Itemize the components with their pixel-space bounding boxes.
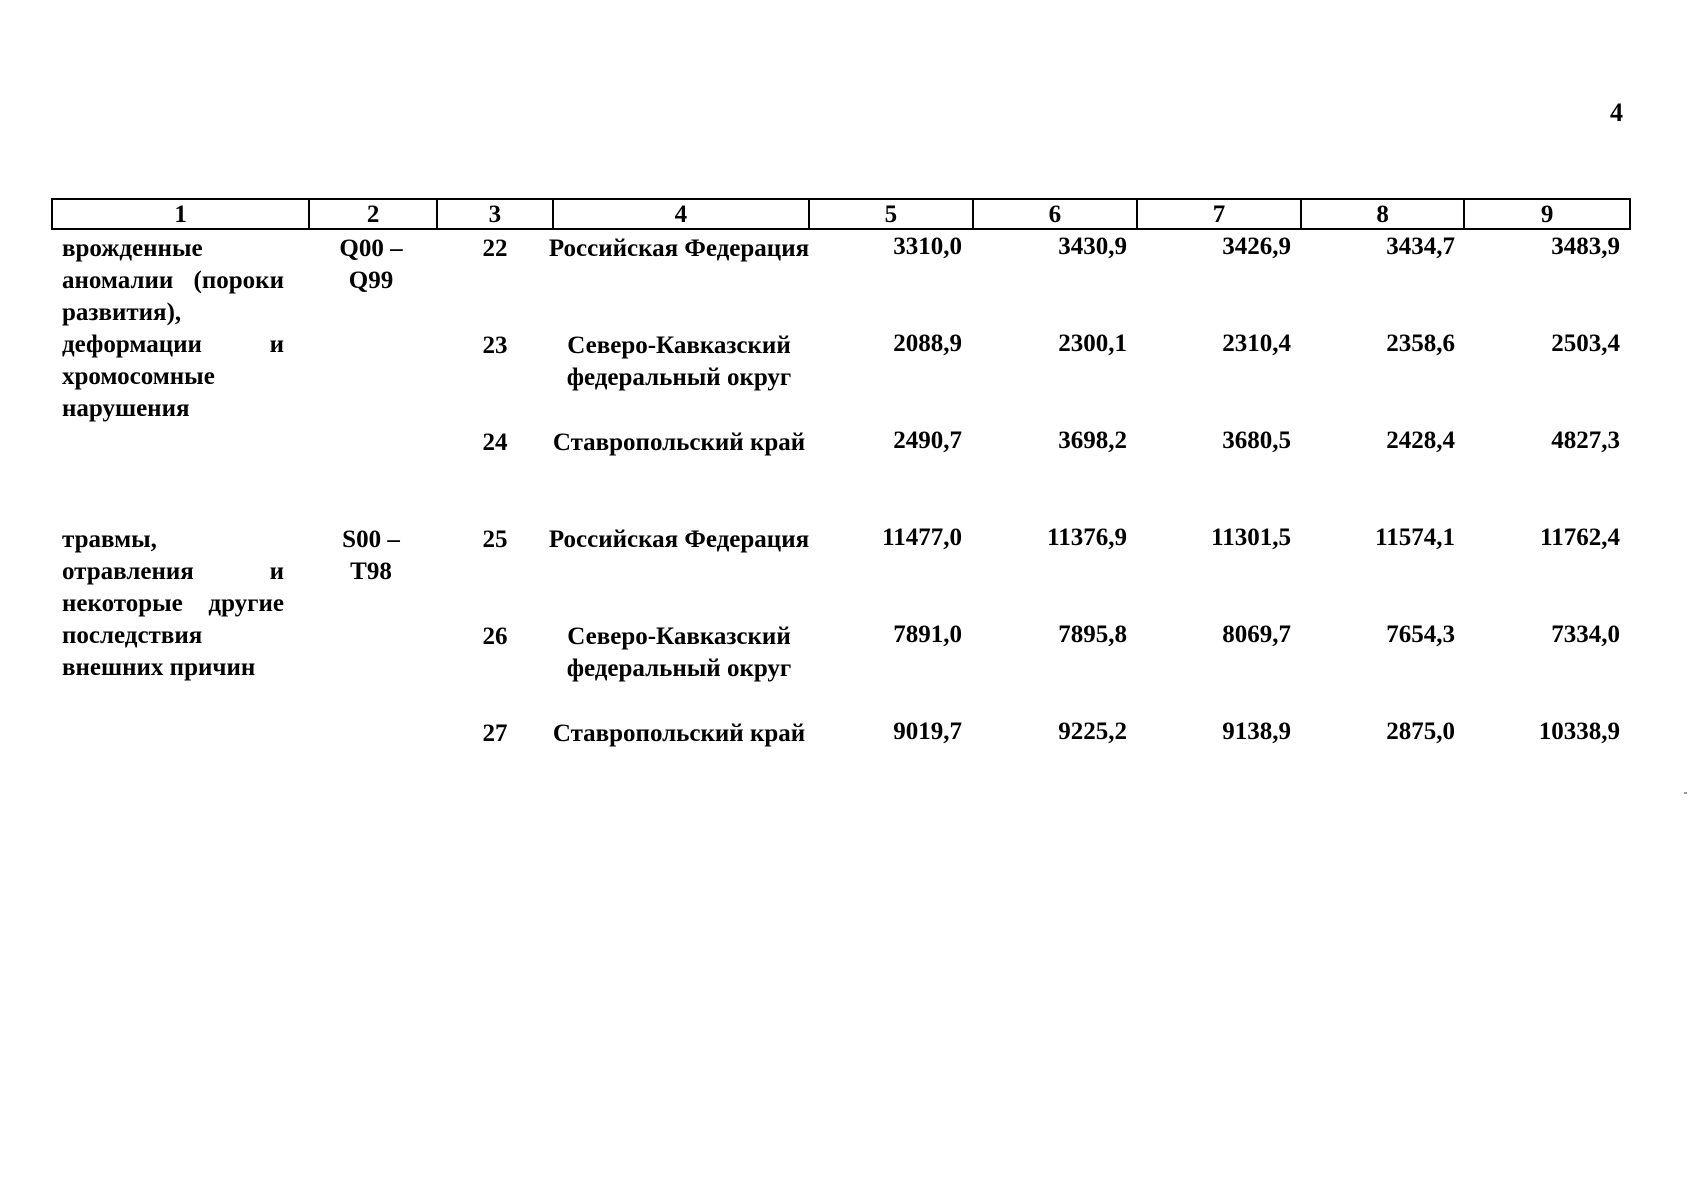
- row-number: 27: [482, 720, 508, 747]
- value-col8: 11574,1: [1375, 524, 1455, 551]
- value-col6: 3430,9: [1058, 233, 1127, 260]
- column-header-9: 9: [1540, 201, 1554, 228]
- column-header-6: 6: [974, 200, 1139, 228]
- disease-code-end: T98: [350, 558, 392, 585]
- value-col5: 11477,0: [882, 524, 962, 551]
- region-name: Российская Федерация: [548, 235, 810, 262]
- disease-code-start: S00 –: [342, 526, 400, 553]
- value-col8: 2428,4: [1386, 427, 1455, 454]
- value-col9: 10338,9: [1538, 718, 1620, 745]
- value-col7: 2310,4: [1222, 330, 1291, 357]
- value-col5: 9019,7: [893, 718, 962, 745]
- row-number: 23: [482, 332, 508, 359]
- value-col6: 3698,2: [1058, 427, 1127, 454]
- value-col6: 2300,1: [1058, 330, 1127, 357]
- column-header-3: 3: [438, 200, 554, 228]
- value-col5: 3310,0: [893, 233, 962, 260]
- region-name: Ставропольский край: [552, 720, 806, 747]
- value-col9: 11762,4: [1540, 524, 1620, 551]
- region-name: Российская Федерация: [548, 526, 810, 553]
- disease-name: травмы, отравления и некоторые другие последствия внешних причин: [62, 526, 284, 681]
- value-col7: 8069,7: [1222, 621, 1291, 648]
- row-number: 22: [482, 235, 508, 262]
- value-col5: 2088,9: [893, 330, 962, 357]
- value-col7: 9138,9: [1222, 718, 1291, 745]
- scan-speck: [1684, 792, 1687, 794]
- column-header-2: 2: [310, 200, 438, 228]
- disease-code-start: Q00 –: [339, 235, 403, 262]
- value-col6: 7895,8: [1058, 621, 1127, 648]
- region-name: Северо-Кавказский федеральный округ: [566, 623, 792, 682]
- table-header-row: [51, 198, 1631, 230]
- column-header-7: 7: [1138, 200, 1302, 228]
- region-name: Ставропольский край: [552, 429, 806, 456]
- row-number: 25: [482, 526, 508, 553]
- region-name: Северо-Кавказский федеральный округ: [566, 332, 792, 391]
- value-col7: 11301,5: [1211, 524, 1291, 551]
- row-number: 24: [482, 429, 508, 456]
- value-col6: 9225,2: [1058, 718, 1127, 745]
- value-col7: 3426,9: [1222, 233, 1291, 260]
- value-col7: 3680,5: [1222, 427, 1291, 454]
- column-header-5: 5: [810, 200, 974, 228]
- value-col9: 4827,3: [1551, 427, 1620, 454]
- row-number: 26: [482, 623, 508, 650]
- value-col9: 3483,9: [1551, 233, 1620, 260]
- disease-code-end: Q99: [348, 267, 394, 294]
- value-col5: 2490,7: [893, 427, 962, 454]
- value-col9: 7334,0: [1551, 621, 1620, 648]
- value-col8: 7654,3: [1386, 621, 1455, 648]
- page-number: 4: [1610, 98, 1623, 127]
- value-col8: 2875,0: [1386, 718, 1455, 745]
- value-col8: 3434,7: [1386, 233, 1455, 260]
- value-col9: 2503,4: [1551, 330, 1620, 357]
- value-col8: 2358,6: [1386, 330, 1455, 357]
- column-header-4: 4: [554, 200, 810, 228]
- column-header-1: 1: [53, 200, 310, 228]
- value-col5: 7891,0: [893, 621, 962, 648]
- column-header-8: 8: [1302, 200, 1466, 228]
- disease-name: врожденные аномалии (пороки развития), деформации и хромосомные нарушения: [62, 235, 284, 422]
- value-col6: 11376,9: [1047, 524, 1127, 551]
